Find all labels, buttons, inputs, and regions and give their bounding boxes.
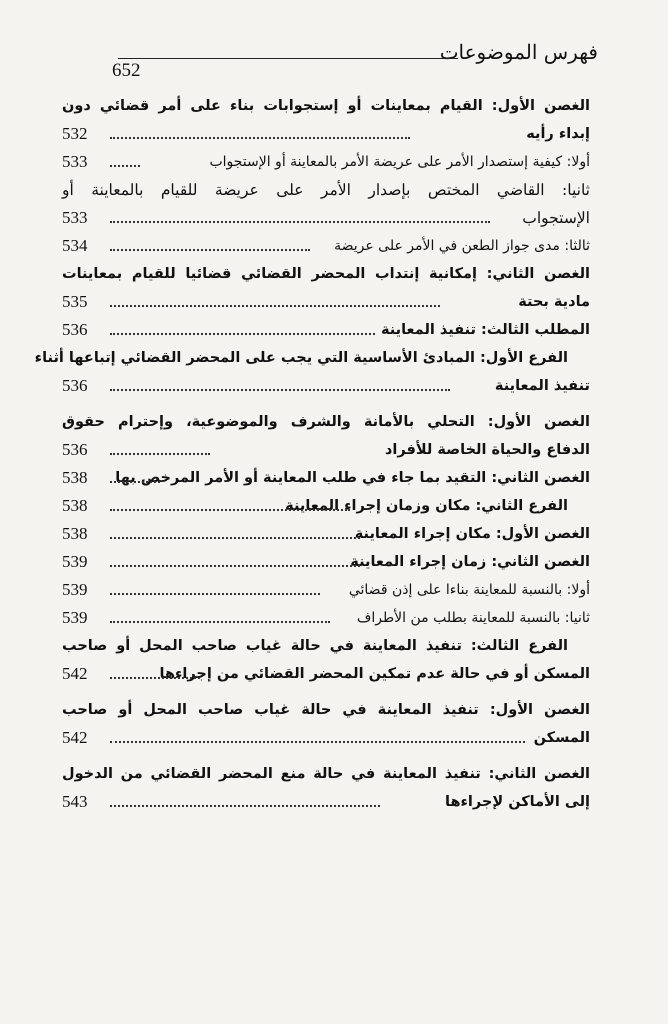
toc-entry: الدفاع والحياة الخاصة للأفراد 536 [62,436,590,464]
toc-entry: الغصن الثاني: إمكانية إنتداب المحضر القضائي قضائيا للقيام بمعاينات [62,266,590,282]
toc-entry: الإستجواب 533 [62,204,590,232]
toc-entry: الغصن الأول: القيام بمعاينات أو إستجوابات بناء على أمر قضائي دون [62,98,590,114]
toc-entry: أولا: بالنسبة للمعاينة بناءا على إذن قضائي 539 [62,576,590,604]
toc-entry: إبداء رأيه 532 [62,120,590,148]
toc-entry: المسكن أو في حالة عدم تمكين المحضر القضائي من إجراءها 542 [62,660,590,688]
toc-page-number: 533 [62,208,88,227]
toc-page-number: 532 [62,124,88,143]
toc-entry: المطلب الثالث: تنفيذ المعاينة 536 [62,316,590,344]
toc-entry: الفرع الثالث: تنفيذ المعاينة في حالة غياب صاحب المحل أو صاحب [62,638,568,654]
toc-entry: إلى الأماكن لإجراءها 543 [62,788,590,816]
toc-page-number: 536 [62,376,88,395]
toc-entry: أولا: كيفية إستصدار الأمر على عريضة الأمر بالمعاينة أو الإستجواب 533 [62,148,590,176]
toc-page-number: 538 [62,468,88,487]
page-number: 652 [112,60,141,81]
toc-entry: تنفيذ المعاينة 536 [62,372,590,400]
table-of-contents [34,92,590,816]
toc-page-number: 539 [62,608,88,627]
toc-page-number: 542 [62,664,88,683]
toc-entry: ثانيا: القاضي المختص بإصدار الأمر على عريضة للقيام بالمعاينة أو [62,181,590,199]
toc-entry: الغصن الأول: مكان إجراء المعاينة 538 [62,520,590,548]
toc-entry: مادية بحتة 535 [62,288,590,316]
toc-page-number: 543 [62,792,88,811]
toc-entry: الفرع الأول: المبادئ الأساسية التي يجب على المحضر القضائي إتباعها أثناء [34,350,568,366]
toc-page-number: 539 [62,552,88,571]
toc-entry: الفرع الثاني: مكان وزمان إجراء المعاينة 538 [62,492,590,520]
running-header-title: فهرس الموضوعات [439,40,598,64]
header-rule [118,58,458,59]
toc-entry: الغصن الثاني: التقيد بما جاء في طلب المعاينة أو الأمر المرخص بها 538 [62,464,590,492]
toc-page-number: 536 [62,320,88,339]
toc-page-number: 538 [62,496,88,515]
toc-page-number: 539 [62,580,88,599]
toc-entry: الغصن الثاني: زمان إجراء المعاينة 539 [62,548,590,576]
toc-page-number: 536 [62,440,88,459]
toc-entry: الغصن الثاني: تنفيذ المعاينة في حالة منع المحضر القضائي من الدخول [62,766,590,782]
toc-page-number: 542 [62,728,88,747]
toc-entry: المسكن 542 [62,724,590,752]
toc-entry: ثالثا: مدى جواز الطعن في الأمر على عريضة 534 [62,232,590,260]
toc-page-number: 534 [62,236,88,255]
toc-page-number: 538 [62,524,88,543]
toc-entry: ثانيا: بالنسبة للمعاينة بطلب من الأطراف 539 [62,604,590,632]
toc-page-number: 535 [62,292,88,311]
toc-entry: الغصن الأول: تنفيذ المعاينة في حالة غياب صاحب المحل أو صاحب [62,702,590,718]
toc-entry: الغصن الأول: التحلي بالأمانة والشرف والموضوعية، وإحترام حقوق [62,414,590,430]
toc-page-number: 533 [62,152,88,171]
